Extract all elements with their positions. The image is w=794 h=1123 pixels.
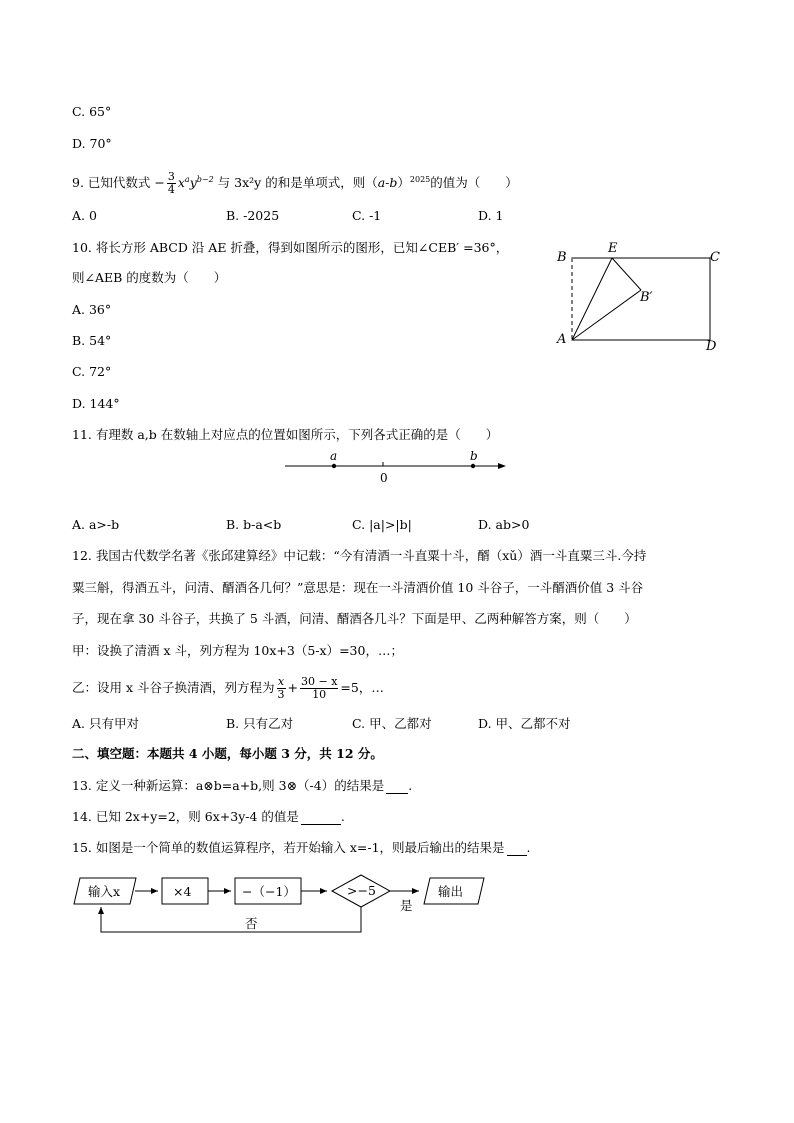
q9-option-c: C. -1 [352, 208, 382, 223]
q11-option-a: A. a>-b [72, 517, 120, 532]
q12-jia: 甲：设换了清酒 x 斗，列方程为 10x+3（5-x）=30，…； [72, 643, 403, 658]
label-zero: 0 [380, 471, 388, 485]
q9-option-b: B. -2025 [226, 208, 280, 223]
q9-option-a: A. 0 [72, 208, 97, 223]
q12-line3: 子，现在拿 30 斗谷子，共换了 5 斗酒，问清、醑酒各几斗？下面是甲、乙两种解答方案，则（ ） [72, 611, 637, 626]
label-b-prime: B′ [640, 290, 653, 305]
question-15: 15. 如图是一个简单的数值运算程序，若开始输入 x=-1，则最后输出的结果是 . [72, 840, 531, 855]
q11-option-b: B. b-a<b [226, 517, 282, 532]
q9-option-d: D. 1 [478, 208, 504, 223]
q8-option-c: C. 65° [72, 104, 112, 119]
label-b: b [470, 449, 478, 463]
arrow-no-loop [101, 907, 361, 932]
q12-option-d: D. 甲、乙都不对 [478, 716, 571, 731]
flowchart [70, 868, 500, 940]
minus-label: −（−1） [242, 884, 296, 899]
label-c: C [710, 250, 720, 265]
yi-fraction-1: $\frac{x}{3}$ [277, 675, 285, 701]
point-a [332, 464, 336, 468]
point-b [471, 464, 475, 468]
q10-figure [550, 240, 730, 355]
q10-option-a: A. 36° [72, 302, 112, 317]
q10-option-d: D. 144° [72, 396, 120, 411]
segment-ab-prime [572, 290, 641, 340]
number-line [280, 448, 512, 488]
section-2-heading: 二、填空题：本题共 4 小题，每小题 3 分，共 12 分。 [72, 746, 383, 761]
q8-option-d: D. 70° [72, 136, 112, 151]
q10-option-c: C. 72° [72, 364, 112, 379]
label-a: A [557, 332, 567, 347]
q11-option-c: C. |a|>|b| [352, 517, 412, 532]
q9-fraction: $\frac{3}{4}$ [167, 170, 175, 196]
label-b: B [557, 250, 567, 265]
axis-arrow [498, 463, 506, 469]
q12-line1: 12. 我国古代数学名著《张邱建算经》中记载：“今有清酒一斗直粟十斗，醑（xǔ）酒一斗直粟三斗.今持 [72, 548, 647, 563]
q10-line1: 10. 将长方形 ABCD 沿 AE 折叠，得到如图所示的图形，已知∠CEB′ =36°， [72, 240, 509, 255]
segment-ae [572, 258, 612, 340]
q12-yi: 乙：设用 x 斗谷子换清酒，列方程为 $\frac{x}{3}$ + $\frac{30 - x}{10}$ =5，… [72, 675, 384, 701]
output-label: 输出 [438, 884, 464, 899]
times4-label: ×4 [173, 884, 192, 899]
label-a: a [330, 449, 338, 463]
q10-option-b: B. 54° [72, 333, 112, 348]
question-11: 11. 有理数 a,b 在数轴上对应点的位置如图所示，下列各式正确的是（ ） [72, 427, 499, 442]
q12-option-b: B. 只有乙对 [226, 716, 294, 731]
question-13: 13. 定义一种新运算：a⊗b=a+b,则 3⊗（-4）的结果是 . [72, 778, 413, 793]
q11-option-d: D. ab>0 [478, 517, 530, 532]
no-label: 否 [245, 916, 258, 931]
compare-label: >−5 [347, 883, 376, 898]
yes-label: 是 [400, 898, 413, 913]
question-9: 9. 已知代数式 − $\frac{3}{4}$ $x^ay^{b-2}$ 与 3x²y 的和是单项式，则$(a-b)^{2025}$的值为（ ） [72, 170, 518, 196]
yi-fraction-2: $\frac{30 - x}{10}$ [300, 675, 338, 701]
q12-line2: 粟三斛，得酒五斗，问清、醑酒各几何？”意思是：现在一斗清酒价值 10 斗谷子，一斗醑酒价值 3 斗谷 [72, 580, 644, 595]
input-label: 输入x [88, 884, 121, 899]
q10-line2: 则∠AEB 的度数为（ ） [72, 270, 227, 285]
q12-option-c: C. 甲、乙都对 [352, 716, 432, 731]
question-14: 14. 已知 2x+y=2，则 6x+3y-4 的值是 . [72, 809, 345, 824]
label-e: E [608, 241, 618, 256]
q12-option-a: A. 只有甲对 [72, 716, 139, 731]
label-d: D [706, 339, 717, 354]
segment-eb-prime [612, 258, 641, 290]
